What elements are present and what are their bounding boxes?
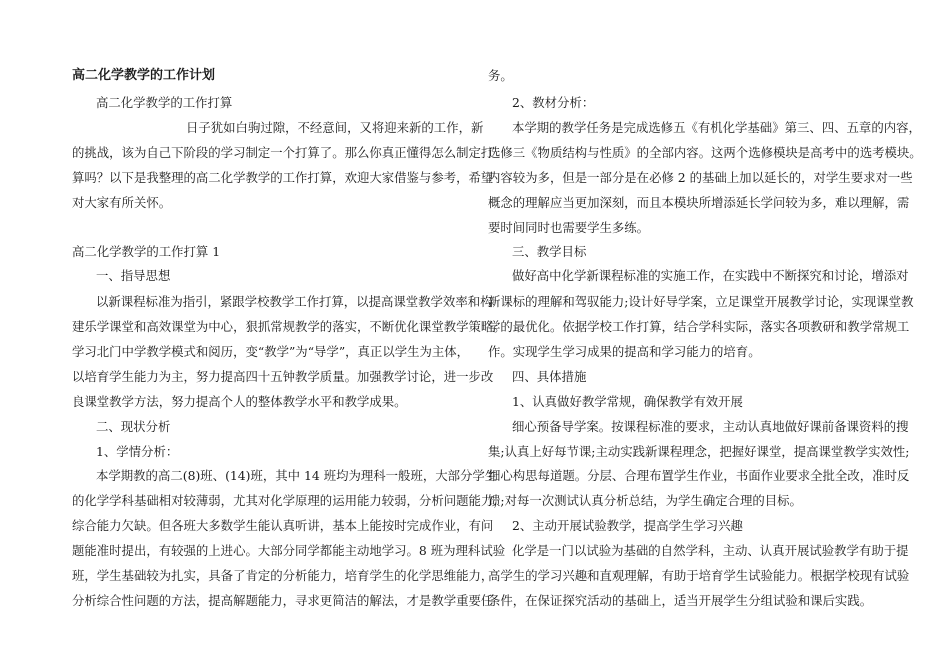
paragraph-line: 高学生的学习兴趣和直观理解，有助于培育学生试验能力。根据学校现有试验 xyxy=(488,568,910,583)
paragraph-line: 细心预备导学案。按课程标准的要求，主动认真地做好课前备课资料的搜 xyxy=(512,419,909,434)
paragraph-line: 条件，在保证探究活动的基础上，适当开展学生分组试验和课后实践。 xyxy=(488,593,873,608)
paragraph-line: 分析综合性问题的方法，提高解题能力，寻求更简洁的解法，才是教学重要任 xyxy=(72,593,494,608)
paragraph-line: 细心构思每道题。分层、合理布置学生作业，书面作业要求全批全改，准时反 xyxy=(488,468,910,483)
section-heading: 一、指导思想 xyxy=(96,268,171,283)
paragraph-line: 题能准时提出，有较强的上进心。大部分同学都能主动地学习。8 班为理科试验 xyxy=(72,543,506,558)
section-heading: 二、现状分析 xyxy=(96,419,171,434)
document-title: 高二化学教学的工作计划 xyxy=(72,68,216,83)
paragraph-line: 以新课程标准为指引，紧跟学校教学工作打算，以提高课堂教学效率和构 xyxy=(96,294,493,309)
section-heading: 四、具体措施 xyxy=(512,369,587,384)
paragraph-line: 班，学生基础较为扎实，具备了肯定的分析能力，培育学生的化学思维能力， xyxy=(72,568,494,583)
paragraph-line: 概念的理解应当更加深刻，而且本模块所增添延长学问较为多，难以理解，需 xyxy=(488,195,910,210)
section-heading: 高二化学教学的工作打算 1 xyxy=(72,244,221,259)
paragraph-line: 作。实现学生学习成果的提高和学习能力的培育。 xyxy=(488,344,761,359)
paragraph-line: 馈;对每一次测试认真分析总结，为学生确定合理的目标。 xyxy=(488,493,802,508)
section-heading: 三、教学目标 xyxy=(512,244,587,259)
paragraph-line: 对大家有所关怀。 xyxy=(72,195,172,210)
paragraph-line: 建乐学课堂和高效课堂为中心，狠抓常规教学的落实，不断优化课堂教学策略。 xyxy=(72,319,506,334)
paragraph-line: 本学期的教学任务是完成选修五《有机化学基础》第三、四、五章的内容， xyxy=(512,120,921,135)
paragraph-line: 综合能力欠缺。但各班大多数学生能认真听讲，基本上能按时完成作业，有问 xyxy=(72,518,494,533)
paragraph-line: 的挑战，该为自己下阶段的学习制定一个打算了。那么你真正懂得怎么制定打 xyxy=(72,145,494,160)
paragraph-line: 选修三《物质结构与性质》的全部内容。这两个选修模块是高考中的选考模块。 xyxy=(488,145,922,160)
paragraph-line: 化学是一门以试验为基础的自然学科，主动、认真开展试验教学有助于提 xyxy=(512,543,909,558)
paragraph-line: 要时间同时也需要学生多练。 xyxy=(488,220,650,235)
paragraph-line: 做好高中化学新课程标准的实施工作，在实践中不断探究和讨论，增添对 xyxy=(512,268,909,283)
paragraph-line: 务。 xyxy=(488,68,513,83)
paragraph-line: 内容较为多，但是一部分是在必修 2 的基础上加以延长的，对学生要求对一些 xyxy=(488,170,913,185)
subtitle: 高二化学教学的工作打算 xyxy=(96,95,233,110)
paragraph-line: 算吗？以下是我整理的高二化学教学的工作打算，欢迎大家借鉴与参考，希望 xyxy=(72,170,494,185)
section-heading: 2、教材分析： xyxy=(512,95,595,110)
paragraph-line: 学习北门中学教学模式和阅历，变“教学”为“导学”，真正以学生为主体， xyxy=(72,344,470,359)
paragraph-line: 新课标的理解和驾驭能力;设计好导学案，立足课堂开展教学讨论，实现课堂教 xyxy=(488,294,914,309)
section-heading: 2、主动开展试验教学，提高学生学习兴趣 xyxy=(512,518,743,533)
paragraph-line: 良课堂教学方法，努力提高个人的整体教学水平和教学成果。 xyxy=(72,394,407,409)
paragraph-line: 集;认真上好每节课;主动实践新课程理念，把握好课堂，提高课堂教学实效性; xyxy=(488,444,910,459)
paragraph-line: 以培育学生能力为主，努力提高四十五钟教学质量。加强教学讨论，进一步改 xyxy=(72,369,494,384)
section-heading: 1、学情分析： xyxy=(96,444,179,459)
paragraph-line: 本学期教的高二(8)班、(14)班，其中 14 班均为理科一般班，大部分学生 xyxy=(96,468,498,483)
paragraph-line: 日子犹如白驹过隙，不经意间，又将迎来新的工作，新 xyxy=(186,120,484,135)
paragraph-line: 的化学学科基础相对较薄弱，尤其对化学原理的运用能力较弱，分析问题能力， xyxy=(72,493,506,508)
section-heading: 1、认真做好教学常规，确保教学有效开展 xyxy=(512,394,743,409)
paragraph-line: 学的最优化。依据学校工作打算，结合学科实际，落实各项教研和教学常规工 xyxy=(488,319,910,334)
